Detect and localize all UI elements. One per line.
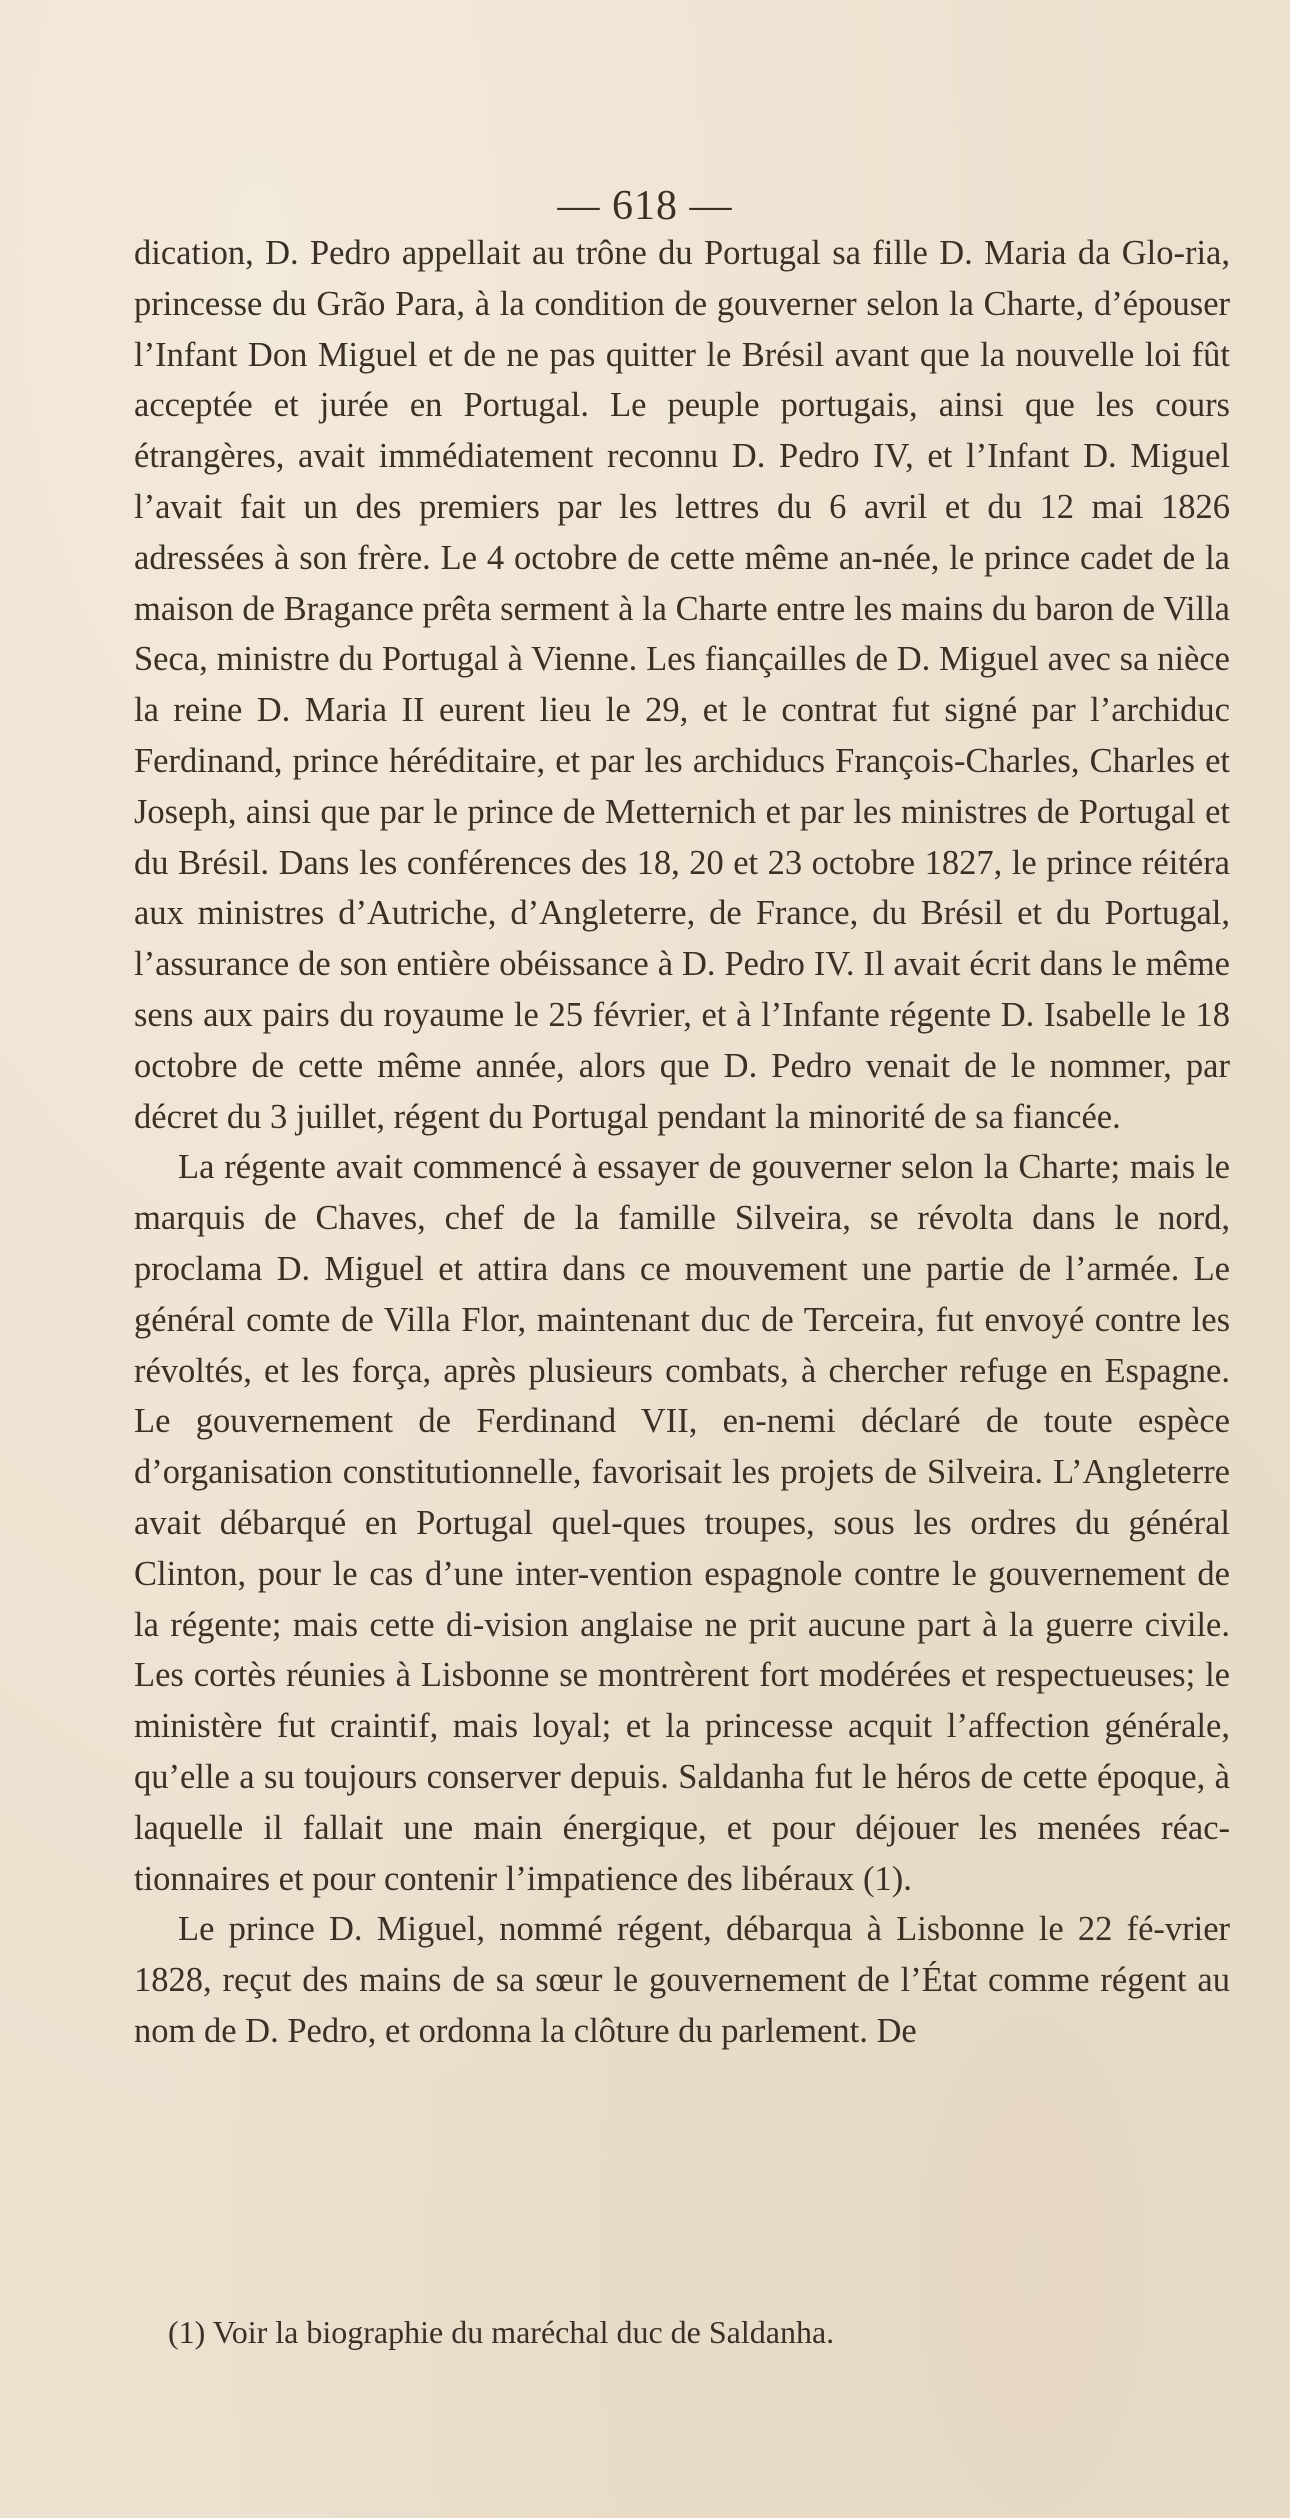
body-text <box>134 228 1230 2057</box>
paragraph-3: Le prince D. Miguel, nommé régent, débarqua à Lisbonne le 22 fé-vrier 1828, reçut des mains de sa sœur le gouvernement de l’État comme régent au nom de D. Pedro, et ordonna la clôture du parlement. De <box>134 1910 1230 2050</box>
page-number: — 618 — <box>557 183 733 229</box>
paragraph-1: dication, D. Pedro appellait au trône du Portugal sa fille D. Maria da Glo-ria, princesse du Grão Para, à la condition de gouverner selon la Charte, d’épouser l’Infant Don Miguel et de ne pas quitter le Brésil avant que la nouvelle loi fût acceptée et jurée en Portugal. Le peuple portugais, ainsi que les cours étrangères, avait immédiatement reconnu D. Pedro IV, et l’Infant D. Miguel l’avait fait un des premiers par les lettres du 6 avril et du 12 mai 1826 adressées à son frère. Le 4 octobre de cette même an-née, le prince cadet de la maison de Bragance prêta serment à la Charte entre les mains du baron de Villa Seca, ministre du Portugal à Vienne. Les fiançailles de D. Miguel avec sa nièce la reine D. Maria II eurent lieu le 29, et le contrat fut signé par l’archiduc Ferdinand, prince héréditaire, et par les archiducs François-Charles, Charles et Joseph, ainsi que par le prince de Metternich et par les ministres de Portugal et du Brésil. Dans les conférences des 18, 20 et 23 octobre 1827, le prince réitéra aux ministres d’Autriche, d’Angleterre, de France, du Brésil et du Portugal, l’assurance de son entière obéissance à D. Pedro IV. Il avait écrit dans le même sens aux pairs du royaume le 25 février, et à l’Infante régente D. Isabelle le 18 octobre de cette même année, alors que D. Pedro venait de le nommer, par décret du 3 juillet, régent du Portugal pendant la minorité de sa fiancée. <box>134 234 1230 1136</box>
paragraph-2: La régente avait commencé à essayer de gouverner selon la Charte; mais le marquis de Chaves, chef de la famille Silveira, se révolta dans le nord, proclama D. Miguel et attira dans ce mouvement une partie de l’armée. Le général comte de Villa Flor, maintenant duc de Terceira, fut envoyé contre les révoltés, et les força, après plusieurs combats, à chercher refuge en Espagne. Le gouvernement de Ferdinand VII, en-nemi déclaré de toute espèce d’organisation constitutionnelle, favorisait les projets de Silveira. L’Angleterre avait débarqué en Portugal quel-ques troupes, sous les ordres du général Clinton, pour le cas d’une inter-vention espagnole contre le gouvernement de la régente; mais cette di-vision anglaise ne prit aucune part à la guerre civile. Les cortès réunies à Lisbonne se montrèrent fort modérées et respectueuses; le ministère fut craintif, mais loyal; et la princesse acquit l’affection générale, qu’elle a su toujours conserver depuis. Saldanha fut le héros de cette époque, à laquelle il fallait une main énergique, et pour déjouer les menées réac-tionnaires et pour contenir l’impatience des libéraux (1). <box>134 1148 1230 1898</box>
footnote: (1) Voir la biographie du maréchal duc de Saldanha. <box>168 2314 835 2350</box>
